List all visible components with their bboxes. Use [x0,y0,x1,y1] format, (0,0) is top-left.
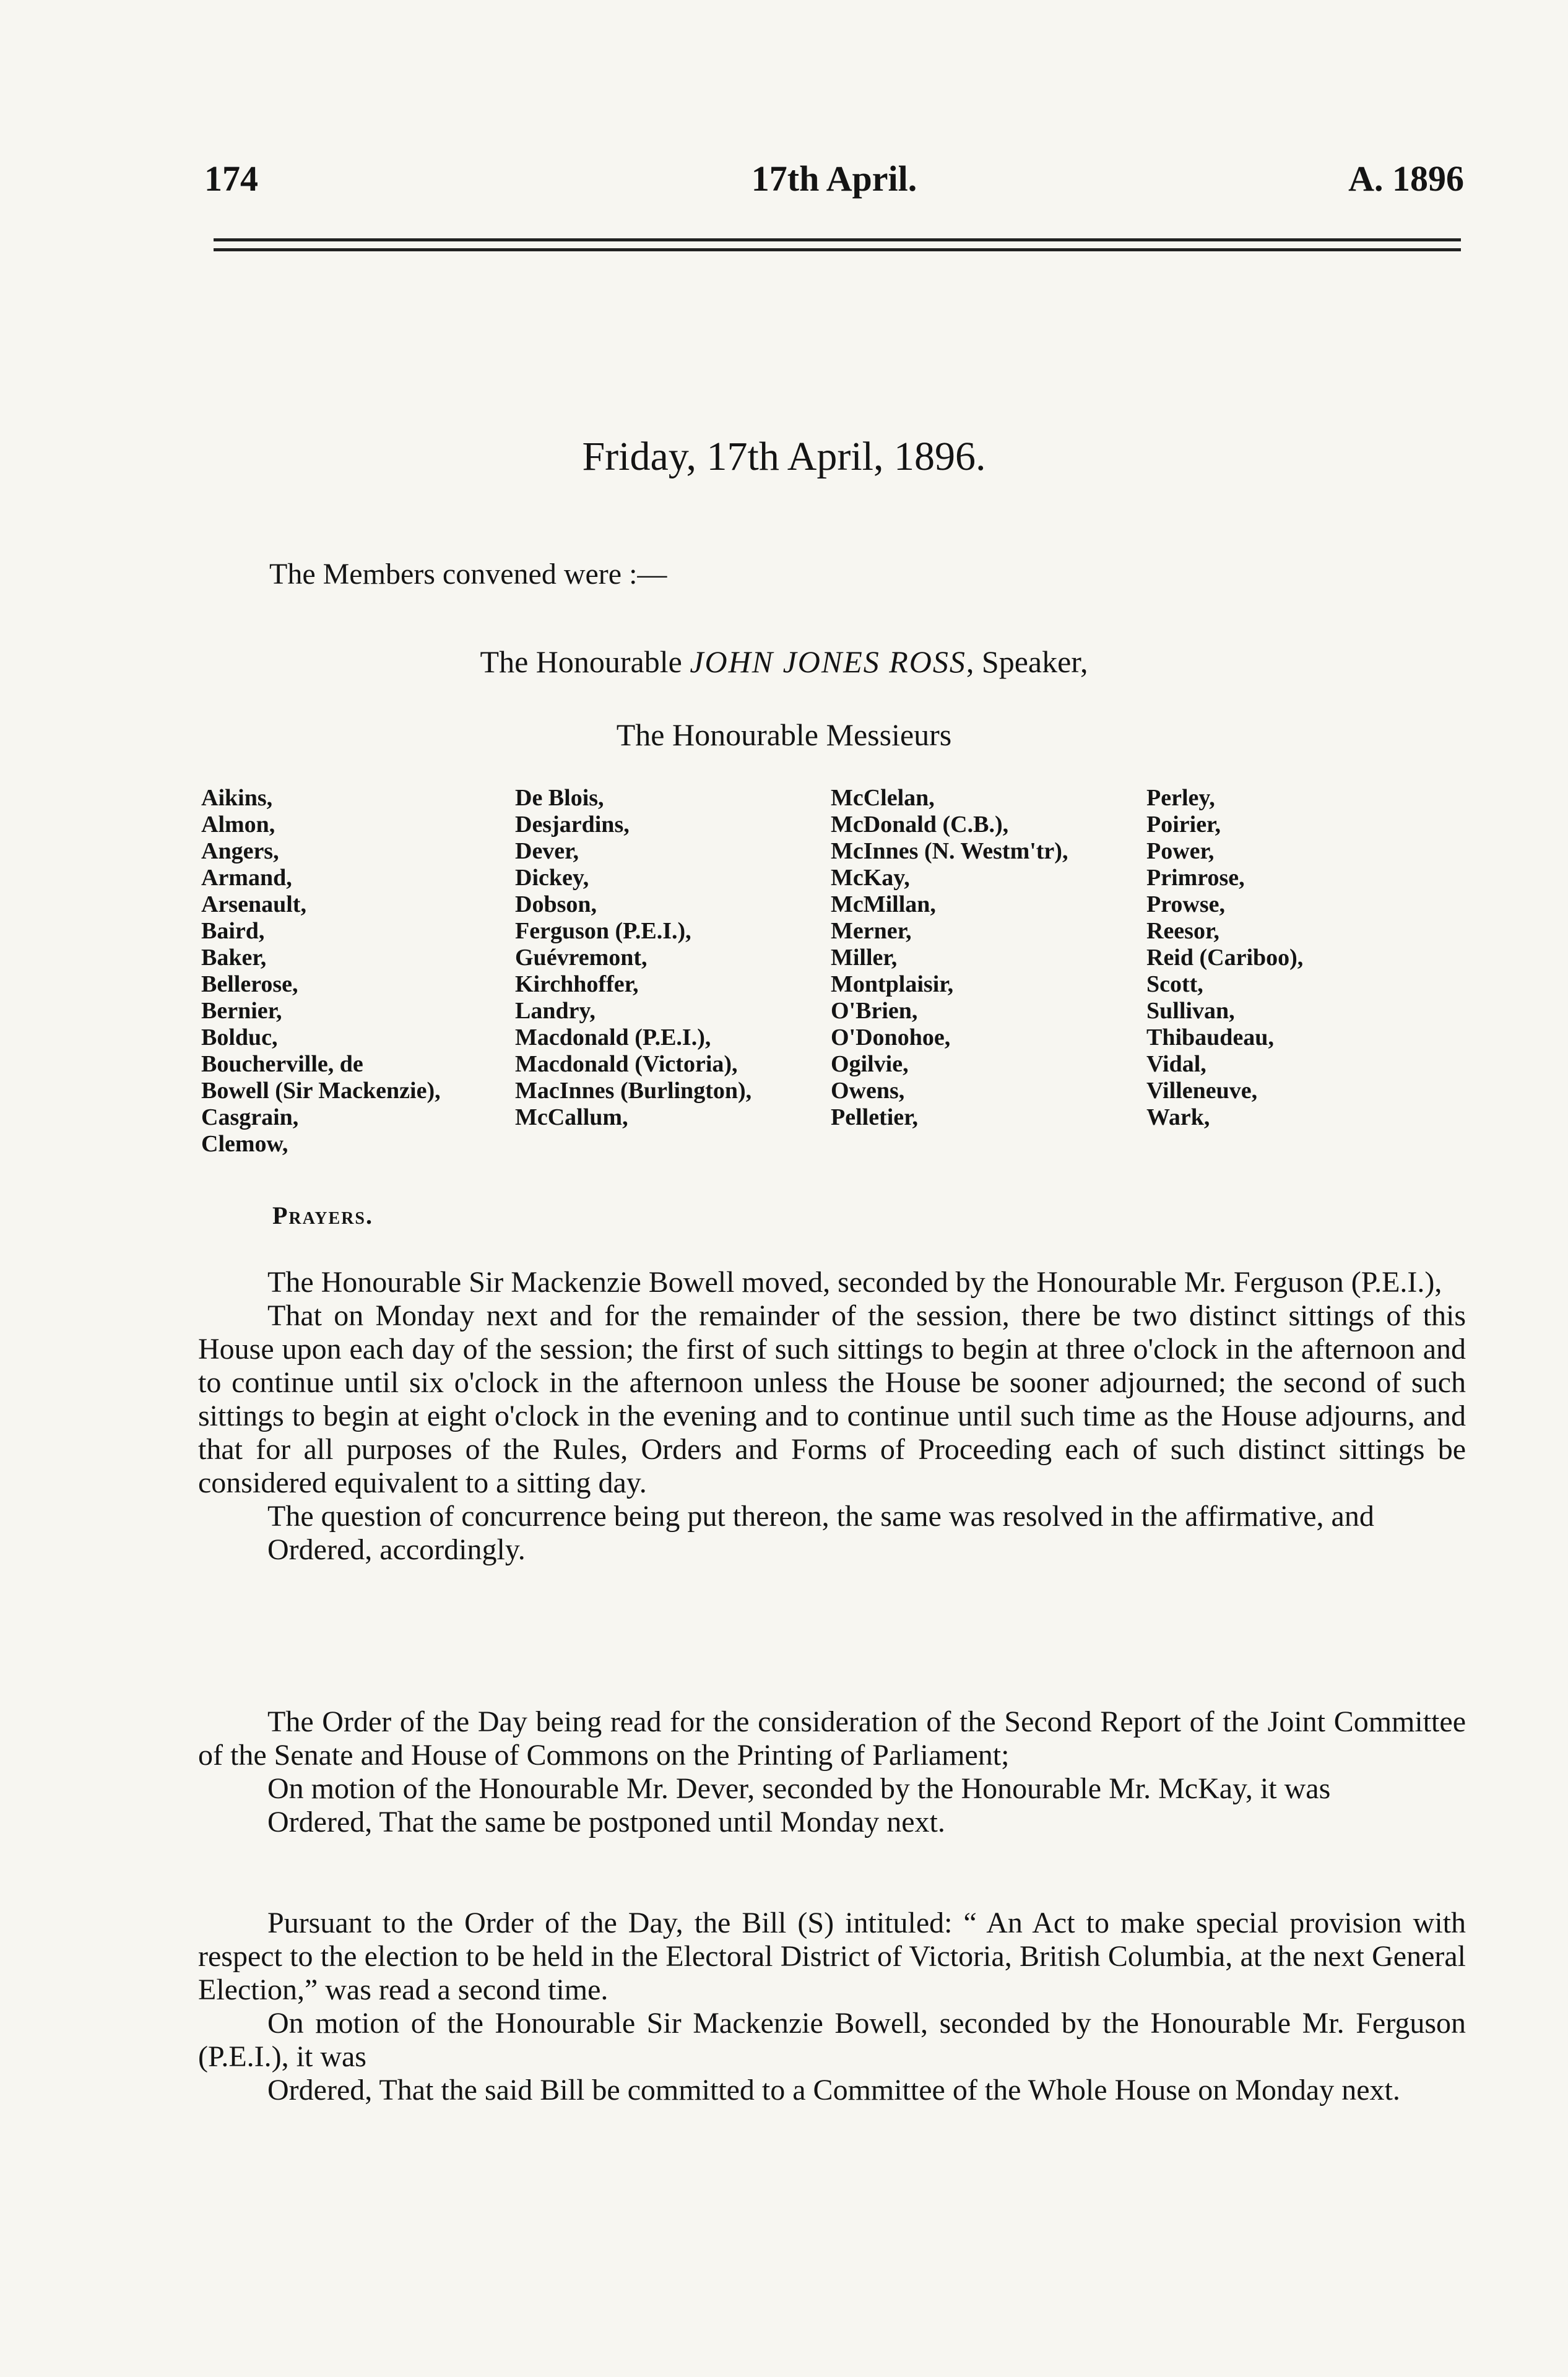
member-name: Power, [1146,838,1215,864]
member-name: Guévremont, [515,945,648,971]
member-name: Sullivan, [1146,998,1235,1024]
paragraph: On motion of the Honourable Mr. Dever, seconded by the Honourable Mr. McKay, it was [267,1772,1331,1805]
member-name: Almon, [201,812,275,838]
page-title: Friday, 17th April, 1896. [582,434,986,479]
printing-report-section [198,1705,1466,1839]
paragraph: The Order of the Day being read for the consideration of the Second Report of the Joint Committee of the Senate and House of Commons on the Printing of Parliament; [198,1705,1466,1772]
member-name: Macdonald (P.E.I.), [515,1024,711,1050]
paragraph: Ordered, That the said Bill be committed to a Committee of the Whole House on Monday next. [267,2074,1400,2106]
member-name: Kirchhoffer, [515,971,639,997]
paragraph: Ordered, accordingly. [267,1533,526,1566]
member-name: Pelletier, [831,1104,919,1130]
member-name: McMillan, [831,891,936,917]
member-name: McInnes (N. Westm'tr), [831,838,1068,864]
member-name: McClelan, [831,785,935,811]
member-name: Villeneuve, [1146,1078,1258,1104]
speaker-name: JOHN JONES ROSS [690,644,966,679]
member-name: Angers, [201,838,279,864]
member-name: O'Donohoe, [831,1024,951,1050]
member-name: Wark, [1146,1104,1210,1130]
member-name: Dickey, [515,865,589,891]
header-rule-top [214,238,1461,241]
member-name: Landry, [515,998,596,1024]
member-name: Desjardins, [515,812,630,838]
header-year: A. 1896 [1348,158,1464,199]
member-name: Perley, [1146,785,1215,811]
member-name: Arsenault, [201,891,306,917]
member-name: Montplaisir, [831,971,954,997]
motion-sittings-section [198,1266,1466,1567]
running-header [204,158,1464,214]
member-name: Bernier, [201,998,282,1024]
paragraph: The Honourable Sir Mackenzie Bowell moved, seconded by the Honourable Mr. Ferguson (P.E.I.), [267,1266,1442,1299]
member-name: Poirier, [1146,812,1221,838]
paragraph: Pursuant to the Order of the Day, the Bill (S) intituled: “ An Act to make special provision with respect to the election to be held in the Electoral District of Victoria, British Columbia, at the next General Election,” was read a second time. [198,1907,1466,2006]
members-column-3 [831,785,1068,1131]
header-date: 17th April. [751,158,917,199]
page-number: 174 [204,158,258,199]
member-name: Dever, [515,838,579,864]
members-convened-line: The Members convened were :— [269,558,667,591]
members-column-1 [201,785,441,1158]
member-name: Boucherville, de [201,1051,363,1077]
member-name: Primrose, [1146,865,1245,891]
member-name: Bolduc, [201,1024,278,1050]
member-name: Aikins, [201,785,273,811]
member-name: Dobson, [515,891,597,917]
speaker-prefix: The Honourable [480,644,682,679]
members-column-4 [1146,785,1303,1131]
member-name: MacInnes (Burlington), [515,1078,752,1104]
members-column-2 [515,785,752,1131]
member-name: Merner, [831,918,912,944]
member-name: O'Brien, [831,998,918,1024]
member-name: Bowell (Sir Mackenzie), [201,1078,441,1104]
member-name: Ogilvie, [831,1051,909,1077]
messieurs-heading: The Honourable Messieurs [616,717,952,752]
member-name: Miller, [831,945,898,971]
speaker-line [0,644,1568,680]
member-name: Armand, [201,865,292,891]
member-name: McDonald (C.B.), [831,812,1009,838]
member-name: Thibaudeau, [1146,1024,1274,1050]
member-name: Owens, [831,1078,905,1104]
paragraph: Ordered, That the same be postponed until Monday next. [267,1806,945,1838]
member-name: Prowse, [1146,891,1225,917]
member-name: Clemow, [201,1131,288,1157]
member-name: Bellerose, [201,971,298,997]
member-name: Vidal, [1146,1051,1206,1077]
member-name: Baird, [201,918,265,944]
member-name: McKay, [831,865,910,891]
member-name: McCallum, [515,1104,628,1130]
paragraph: The question of concurrence being put thereon, the same was resolved in the affirmative, and [267,1500,1374,1533]
paragraph: That on Monday next and for the remainder of the session, there be two distinct sittings of this House upon each day of the session; the first of such sittings to begin at three o'clock in the afternoon and to continue until six o'clock in the afternoon unless the House be sooner adjourned; the second of such sittings to begin at eight o'clock in the evening and to continue until such time as the House adjourns, and that for all purposes of the Rules, Orders and Forms of Proceeding each of such distinct sittings be considered equivalent to a sitting day. [198,1299,1466,1499]
member-name: Reid (Cariboo), [1146,945,1304,971]
member-name: Casgrain, [201,1104,299,1130]
member-name: Ferguson (P.E.I.), [515,918,691,944]
paragraph: On motion of the Honourable Sir Mackenzie Bowell, seconded by the Honourable Mr. Ferguson (P.E.I.), it was [198,2007,1466,2073]
header-rule-bottom [214,248,1461,251]
prayers-heading: Prayers. [272,1201,373,1229]
bill-s-section [198,1907,1466,2107]
member-name: Macdonald (Victoria), [515,1051,738,1077]
member-name: De Blois, [515,785,604,811]
member-name: Scott, [1146,971,1203,997]
speaker-suffix: , Speaker, [966,644,1088,679]
member-name: Reesor, [1146,918,1219,944]
member-name: Baker, [201,945,267,971]
